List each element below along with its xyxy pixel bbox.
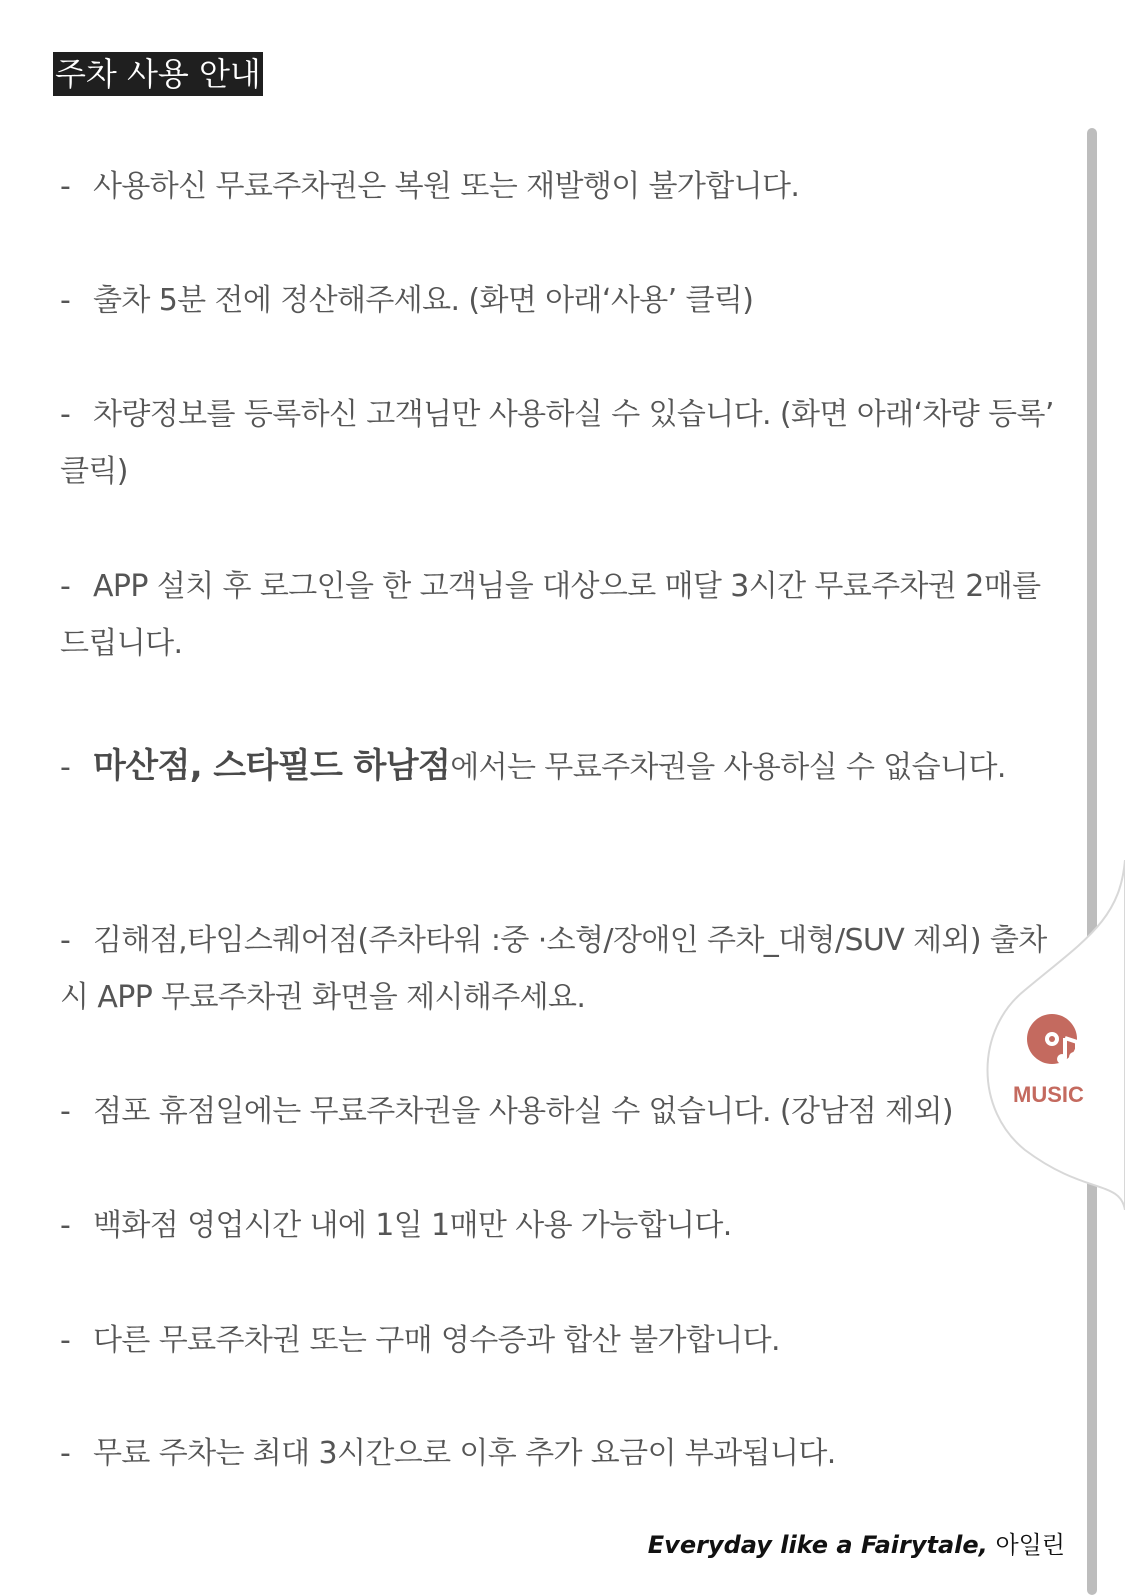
blog-signature	[648, 1525, 1065, 1560]
notice-item	[60, 1425, 1060, 1482]
bullet-dash: -	[60, 569, 71, 604]
notice-item	[60, 1083, 1060, 1140]
notice-text: 출차 5분 전에 정산해주세요. (화면 아래‘사용’ 클릭)	[93, 283, 754, 318]
signature-brand: Everyday like a Fairytale,	[647, 1531, 988, 1559]
notice-text: 에서는 무료주차권을 사용하실 수 없습니다.	[450, 750, 1006, 785]
notice-text: 백화점 영업시간 내에 1일 1매만 사용 가능합니다.	[93, 1208, 732, 1243]
notice-item	[60, 272, 1060, 329]
notice-text: APP 설치 후 로그인을 한 고객님을 대상으로 매달 3시간 무료주차권 2매를 드립니다.	[60, 569, 1041, 661]
notice-text: 다른 무료주차권 또는 구매 영수증과 합산 불가합니다.	[93, 1323, 780, 1358]
music-disc-icon	[1025, 1012, 1083, 1070]
notice-item	[60, 912, 1060, 1026]
notice-item	[60, 558, 1060, 672]
notice-item	[60, 158, 1060, 215]
page-title: 주차 사용 안내	[53, 52, 263, 96]
notice-text: 사용하신 무료주차권은 복원 또는 재발행이 불가합니다.	[93, 169, 800, 204]
bullet-dash: -	[60, 169, 71, 204]
bullet-dash: -	[60, 283, 71, 318]
bullet-dash: -	[60, 1094, 71, 1129]
bullet-dash: -	[60, 1436, 71, 1471]
notice-item	[60, 386, 1060, 500]
bullet-dash: -	[60, 397, 71, 432]
bullet-dash: -	[60, 923, 71, 958]
notice-text: 차량정보를 등록하신 고객님만 사용하실 수 있습니다. (화면 아래‘차량 등록’ 클릭)	[60, 397, 1054, 489]
notice-text: 무료 주차는 최대 3시간으로 이후 추가 요금이 부과됩니다.	[93, 1436, 836, 1471]
bullet-dash: -	[60, 750, 71, 785]
music-label: MUSIC	[1013, 1082, 1084, 1107]
notice-item	[60, 1197, 1060, 1254]
bullet-dash: -	[60, 1208, 71, 1243]
signature-author: 아일린	[995, 1531, 1065, 1559]
notice-text: 점포 휴점일에는 무료주차권을 사용하실 수 없습니다. (강남점 제외)	[93, 1094, 953, 1129]
music-button[interactable]	[985, 860, 1125, 1210]
notice-highlight: 마산점, 스타필드 하남점	[93, 746, 451, 786]
notice-text: 김해점,타임스퀘어점(주차타워 :중 ·소형/장애인 주차_대형/SUV 제외) 출차 시 APP 무료주차권 화면을 제시해주세요.	[60, 923, 1047, 1015]
notice-item	[60, 1312, 1060, 1369]
notice-item	[60, 738, 1060, 796]
bullet-dash: -	[60, 1323, 71, 1358]
